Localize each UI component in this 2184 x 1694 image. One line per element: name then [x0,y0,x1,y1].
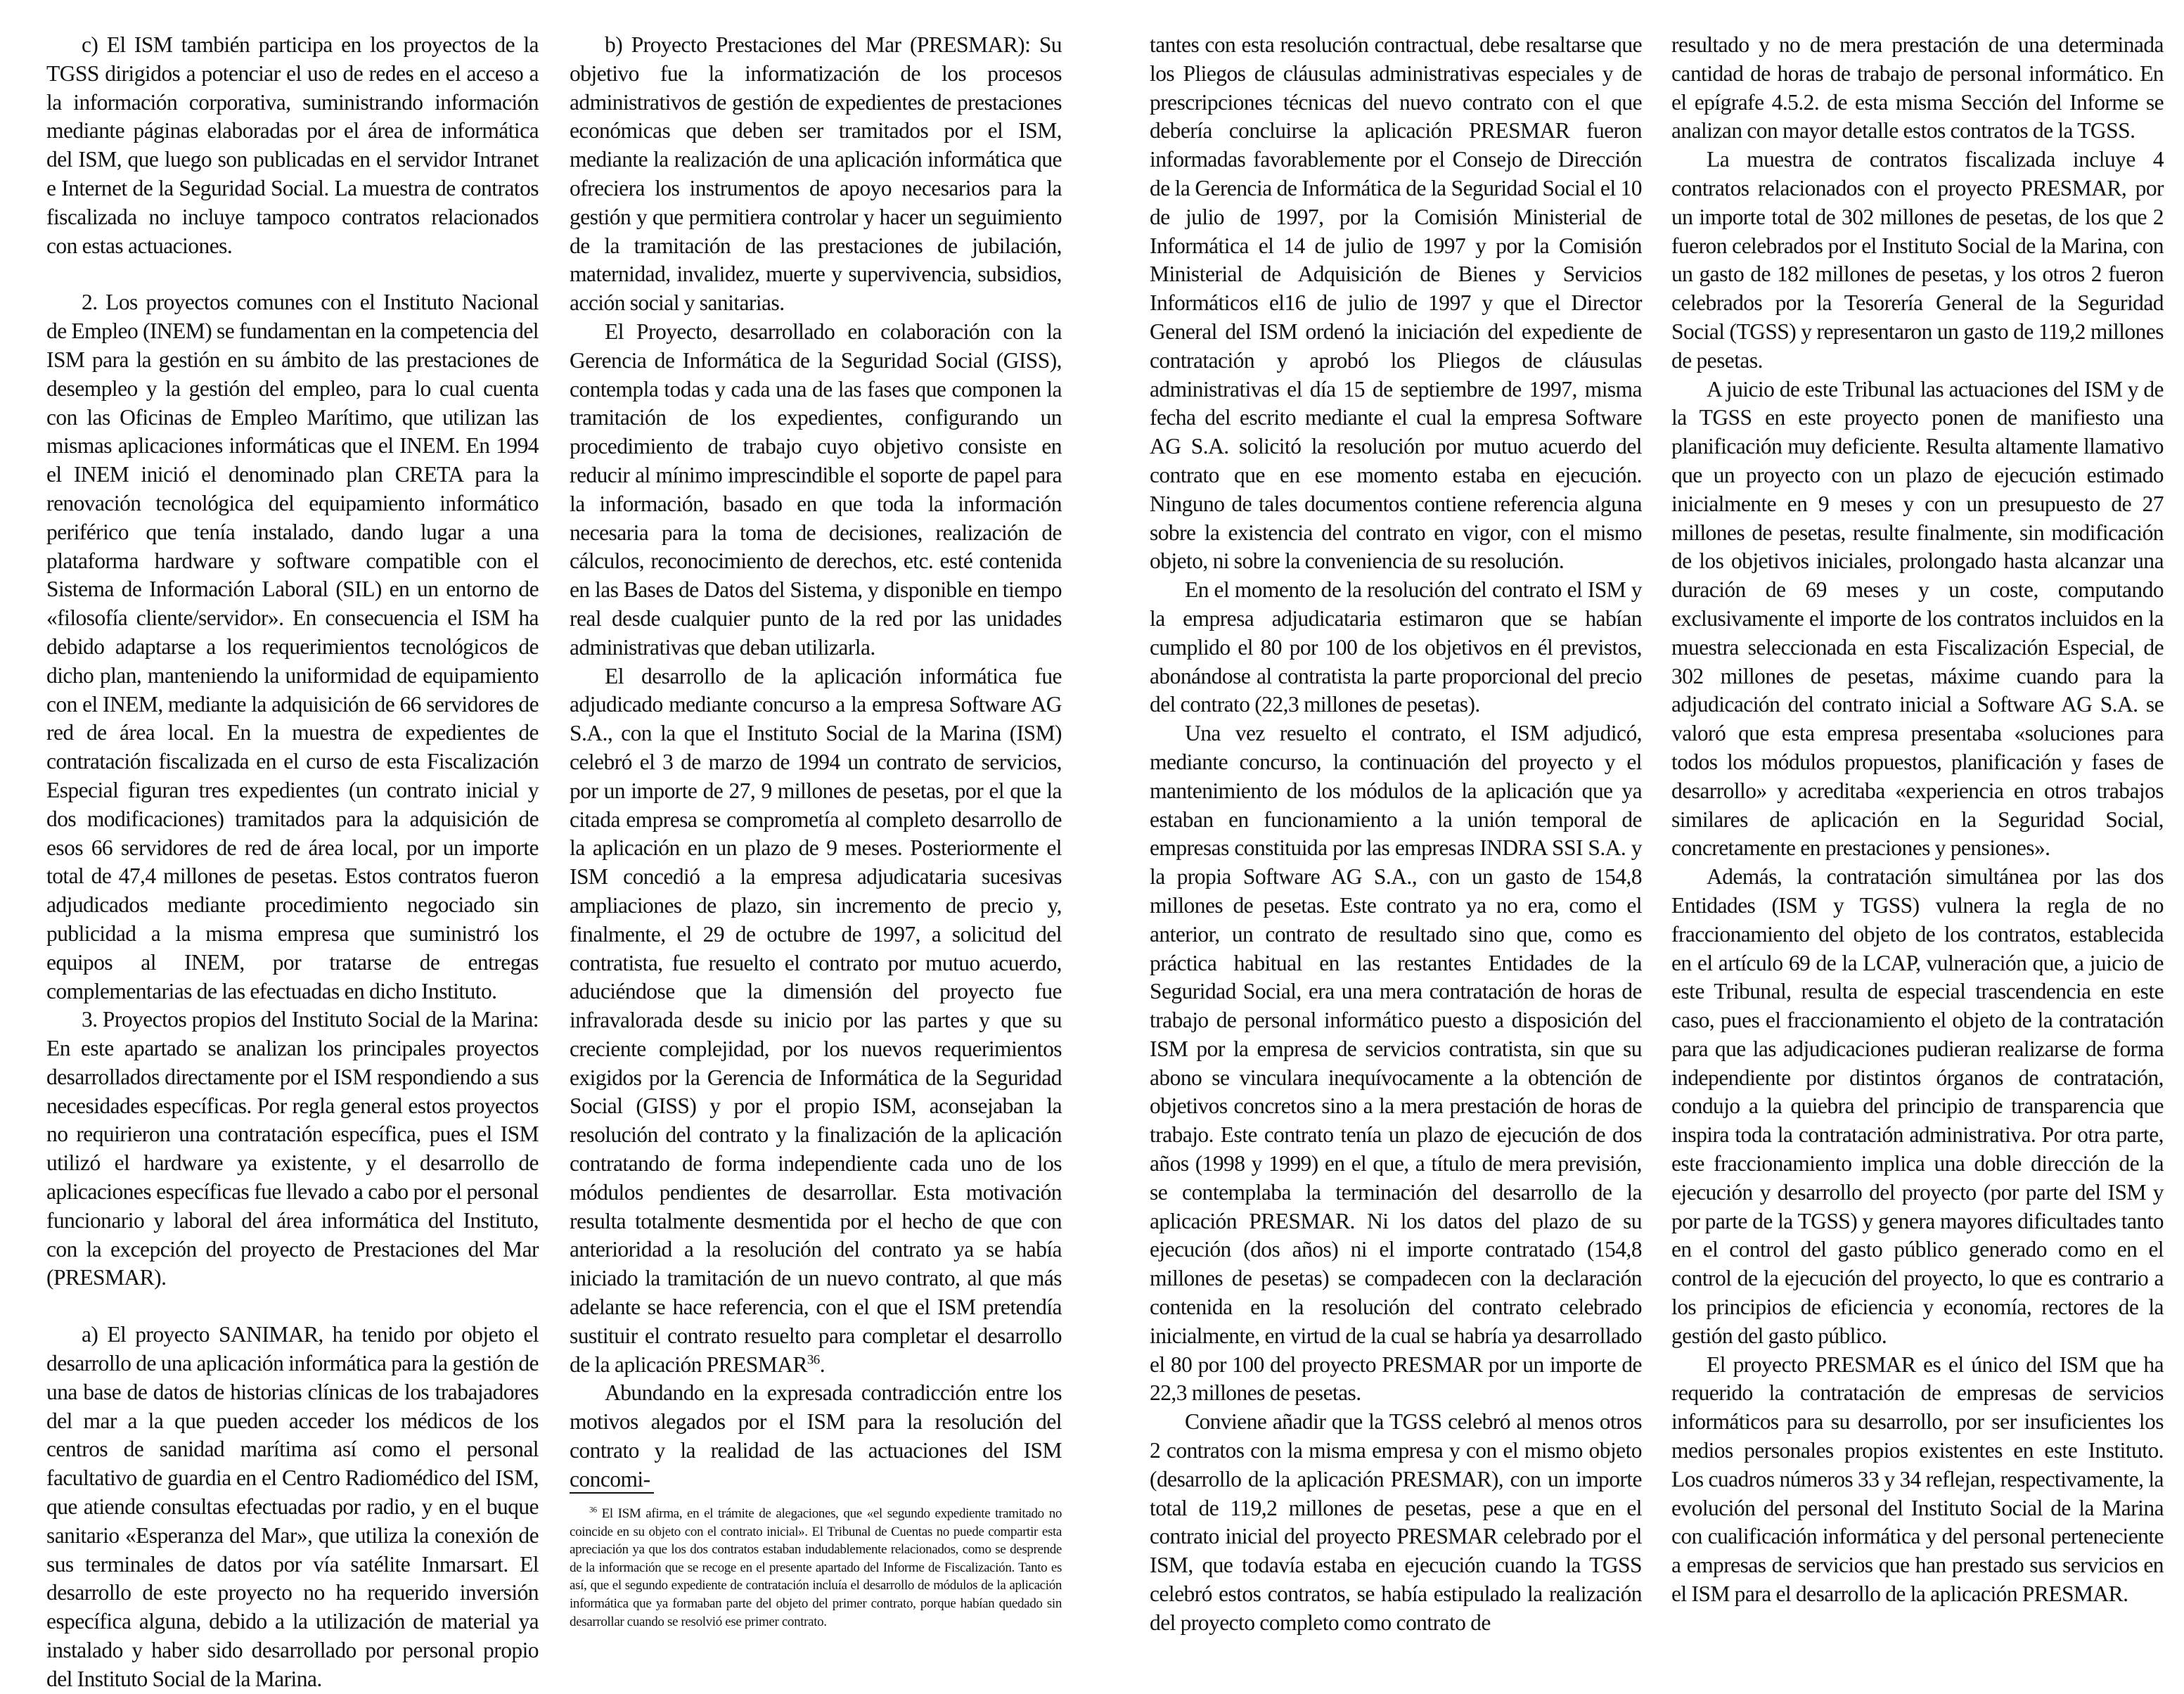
paragraph: Conviene añadir que la TGSS celebró al menos otros 2 contratos con la misma empresa y con el mismo objeto (desarrollo de la aplicación PRESMAR), con un importe total de 119,2 millones de pesetas, pese a que en el contrato inicial del proyecto PRESMAR celebrado por el ISM, que todavía estaba en ejecución cuando la TGSS celebró estos contratos, se había estipulado la realización del proyecto completo como contrato de [1150,1409,1642,1635]
text-column-4 [1671,31,2164,1609]
paragraph: c) El ISM también participa en los proyectos de la TGSS dirigidos a potenciar el uso de redes en el acceso a la información corporativa, suministrando información mediante páginas elaboradas por el área de informática del ISM, que luego son publicadas en el servidor Intranet e Internet de la Seguridad Social. La muestra de contratos fiscalizada no incluye tampoco contratos relacionados con estas actuaciones. [46,32,539,258]
text-column-2 [570,31,1062,1494]
paragraph: Además, la contratación simultánea por las dos Entidades (ISM y TGSS) vulnera la regla de no fraccionamiento del objeto de los contratos, establecida en el artículo 69 de la LCAP, vulneración que, a juicio de este Tribunal, resulta de especial trascendencia en este caso, pues el fraccionamiento el objeto de la contratación para que las adjudicaciones pudieran realizarse de forma independiente por distintos órganos de contratación, condujo a la quiebra del principio de transparencia que inspira toda la contratación administrativa. Por otra parte, este fraccionamiento implica una doble dirección de la ejecución y desarrollo del proyecto (por parte del ISM y por parte de la TGSS) y genera mayores dificultades tanto en el control del gasto público generado como en el control de la ejecución del proyecto, lo que es contrario a los principios de eficiencia y economía, rectores de la gestión del gasto público. [1671,864,2164,1348]
footnote-reference: 36 [807,1352,820,1368]
footnote-text: El ISM afirma, en el trámite de alegaciones, que «el segundo expediente tramitado no coincide en su objeto con el contrato inicial». El Tribunal de Cuentas no puede compartir esta apreciación ya que los dos contratos estaban indudablemente relacionados, como se desprende de la información que se recoge en el presente apartado del Informe de Fiscalización. Tanto es así, que el segundo expediente de contratación incluía el desarrollo de módulos de la aplicación informática que ya formaban parte del objeto del primer contrato, porque habían quedado sin desarrollar cuando se resolvió ese primer contrato. [570,1506,1062,1629]
paragraph: 3. Proyectos propios del Instituto Social de la Marina: En este apartado se analizan los principales proyectos desarrollados directamente por el ISM respondiendo a sus necesidades específicas. Por regla general estos proyectos no requirieron una contratación específica, pues el ISM utilizó el hardware ya existente, y el desarrollo de aplicaciones específicas fue llevado a cabo por el personal funcionario y laboral del área informática del Instituto, con la excepción del proyecto de Prestaciones del Mar (PRESMAR). [46,1007,539,1290]
paragraph: b) Proyecto Prestaciones del Mar (PRESMAR): Su objetivo fue la informatización de los procesos administrativos de gestión de expedientes de prestaciones económicas que deben ser tramitados por el ISM, mediante la realización de una aplicación informática que ofreciera los instrumentos de apoyo necesarios para la gestión y que permitiera controlar y hacer un seguimiento de la tramitación de las prestaciones de jubilación, maternidad, invalidez, muerte y supervivencia, subsidios, acción social y sanitarias. [570,32,1062,316]
paragraph-text: El desarrollo de la aplicación informática fue adjudicado mediante concurso a la empresa Software AG S.A., con la que el Instituto Social de la Marina (ISM) celebró el 3 de marzo de 1994 un contrato de servicios, por un importe de 27, 9 millones de pesetas, por el que la citada empresa se comprometía al completo desarrollo de la aplicación en un plazo de 9 meses. Posteriormente el ISM concedió a la empresa adjudicataria sucesivas ampliaciones de plazo, sin incremento de precio y, finalmente, el 29 de octubre de 1997, a solicitud del contratista, fue resuelto el contrato por mutuo acuerdo, aduciéndose que la dimensión del proyecto fue infravalorada desde su inicio por las partes y que su creciente complejidad, por los nuevos requerimientos exigidos por la Gerencia de Informática de la Seguridad Social (GISS) y por el propio ISM, aconsejaban la resolución del contrato y la finalización de la aplicación contratando de forma independiente cada uno de los módulos pendientes de desarrollar. Esta motivación resulta totalmente desmentida por el hecho de que con anterioridad a la resolución del contrato ya se había iniciado la tramitación de un nuevo contrato, al que más adelante se hace referencia, con el que el ISM pretendía sustituir el contrato resuelto para completar el desarrollo de la aplicación PRESMAR [570,663,1062,1377]
paragraph: Abundando en la expresada contradicción entre los motivos alegados por el ISM para la resolución del contrato y la realidad de las actuaciones del ISM concomi- [570,1380,1062,1491]
footnote-divider [570,1492,654,1494]
paragraph: El proyecto PRESMAR es el único del ISM que ha requerido la contratación de empresas de servicios informáticos para su desarrollo, por ser insuficientes los medios personales propios existentes en este Instituto. Los cuadros números 33 y 34 reflejan, respectivamente, la evolución del personal del Instituto Social de la Marina con cualificación informática y del personal perteneciente a empresas de servicios que han prestado sus servicios en el ISM para el desarrollo de la aplicación PRESMAR. [1671,1352,2164,1607]
paragraph: El desarrollo de la aplicación informática fue adjudicado mediante concurso a la empresa Software AG S.A., con la que el Instituto Social de la Marina (ISM) celebró el 3 de marzo de 1994 un contrato de servicios, por un importe de 27, 9 millones de pesetas, por el que la citada empresa se comprometía al completo desarrollo de la aplicación en un plazo de 9 meses. Posteriormente el ISM concedió a la empresa adjudicataria sucesivas ampliaciones de plazo, sin incremento de precio y, finalmente, el 29 de octubre de 1997, a solicitud del contratista, fue resuelto el contrato por mutuo acuerdo, aduciéndose que la dimensión del proyecto fue infravalorada desde su inicio por las partes y que su creciente complejidad, por los nuevos requerimientos exigidos por la Gerencia de Informática de la Seguridad Social (GISS) y por el propio ISM, aconsejaban la resolución del contrato y la finalización de la aplicación contratando de forma independiente cada uno de los módulos pendientes de desarrollar. Esta motivación resulta totalmente desmentida por el hecho de que con anterioridad a la resolución del contrato ya se había iniciado la tramitación de un nuevo contrato, al que más adelante se hace referencia, con el que el ISM pretendía sustituir el contrato resuelto para completar el desarrollo de la aplicación PRESMAR$^{36}$. [570,663,1062,1377]
paragraph: tantes con esta resolución contractual, debe resaltarse que los Pliegos de cláusulas administrativas especiales y de prescripciones técnicas del nuevo contrato con el que debería concluirse la aplicación PRESMAR fueron informadas favorablemente por el Consejo de Dirección de la Gerencia de Informática de la Seguridad Social el 10 de julio de 1997, por la Comisión Ministerial de Informática el 14 de julio de 1997 y por la Comisión Ministerial de Adquisición de Bienes y Servicios Informáticos el16 de julio de 1997 y que el Director General del ISM ordenó la iniciación del expediente de contratación y aprobó los Pliegos de cláusulas administrativas el día 15 de septiembre de 1997, misma fecha del escrito mediante el cual la empresa Software AG S.A. solicitó la resolución por mutuo acuerdo del contrato que en ese momento estaba en ejecución. Ninguno de tales documentos contiene referencia alguna sobre la existencia del contrato en vigor, con el mismo objeto, ni sobre la conveniencia de su resolución. [1150,32,1642,574]
footnote [570,1505,1062,1631]
paragraph: A juicio de este Tribunal las actuaciones del ISM y de la TGSS en este proyecto ponen de manifiesto una planificación muy deficiente. Resulta altamente llamativo que un proyecto con un plazo de ejecución estimado inicialmente en 9 meses y con un presupuesto de 27 millones de pesetas, resulte finalmente, sin modificación de los objetivos iniciales, prolongado hasta alcanzar una duración de 69 meses y un coste, computando exclusivamente el importe de los contratos incluidos en la muestra seleccionada en esta Fiscalización Especial, de 302 millones de pesetas, máxime cuando para la adjudicación del contrato inicial a Software AG S.A. se valoró que esta empresa presentaba «soluciones para todos los módulos propuestos, planificación y fases de desarrollo» y acreditaba «experiencia en otros trabajos similares de aplicación en la Seguridad Social, concretamente en prestaciones y pensiones». [1671,376,2164,861]
paragraph: Una vez resuelto el contrato, el ISM adjudicó, mediante concurso, la continuación del proyecto y el mantenimiento de los módulos de la aplicación que ya estaban en funcionamiento a la unión temporal de empresas constituida por las empresas INDRA SSI S.A. y la propia Software AG S.A., con un gasto de 154,8 millones de pesetas. Este contrato ya no era, como el anterior, un contrato de resultado sino que, como es práctica habitual en las restantes Entidades de la Seguridad Social, era una mera contratación de horas de trabajo de personal informático puesto a disposición del ISM por la empresa de servicios contratista, sin que su abono se vinculara inequívocamente a la obtención de objetivos concretos sino a la mera prestación de horas de trabajo. Este contrato tenía un plazo de ejecución de dos años (1998 y 1999) en el que, a título de mera previsión, se contemplaba la terminación del desarrollo de la aplicación PRESMAR. Ni los datos del plazo de su ejecución (dos años) ni el importe contratado (154,8 millones de pesetas) se compadecen con la declaración contenida en la resolución del contrato celebrado inicialmente, en virtud de la cual se habría ya desarrollado el 80 por 100 del proyecto PRESMAR por un importe de 22,3 millones de pesetas. [1150,721,1642,1406]
text-column-3 [1150,31,1642,1638]
paragraph: 2. Los proyectos comunes con el Instituto Nacional de Empleo (INEM) se fundamentan en la competencia del ISM para la gestión en su ámbito de las prestaciones de desempleo y la gestión del empleo, para lo cual cuenta con las Oficinas de Empleo Marítimo, que utilizan las mismas aplicaciones informáticas que el INEM. En 1994 el INEM inició el denominado plan CRETA para la renovación tecnológica del equipamiento informático periférico que tenía instalado, dando lugar a una plataforma hardware y software compatible con el Sistema de Información Laboral (SIL) en un entorno de «filosofía cliente/servidor». En consecuencia el ISM ha debido adaptarse a los requerimientos tecnológicos de dicho plan, manteniendo la uniformidad de equipamiento con el INEM, mediante la adquisición de 66 servidores de red de área local. En la muestra de expedientes de contratación fiscalizada en el curso de esta Fiscalización Especial figuran tres expedientes (un contrato inicial y dos modificaciones) tramitados para la adquisición de esos 66 servidores de red de área local, por un importe total de 47,4 millones de pesetas. Estos contratos fueron adjudicados mediante procedimiento negociado sin publicidad a la misma empresa que suministró los equipos al INEM, por tratarse de entregas complementarias de las efectuadas en dicho Instituto. [46,290,539,1003]
paragraph: a) El proyecto SANIMAR, ha tenido por objeto el desarrollo de una aplicación informática para la gestión de una base de datos de historias clínicas de los trabajadores del mar a la que pueden acceder los médicos de los centros de sanidad marítima así como el personal facultativo de guardia en el Centro Radiomédico del ISM, que atiende consultas efectuadas por radio, y en el buque sanitario «Esperanza del Mar», que utiliza la conexión de sus terminales de datos por vía satélite Inmarsart. El desarrollo de este proyecto no ha requerido inversión específica alguna, debido a la utilización de material ya instalado y haber sido desarrollado por personal propio del Instituto Social de la Marina. [46,1322,539,1691]
paragraph: El Proyecto, desarrollado en colaboración con la Gerencia de Informática de la Seguridad Social (GISS), contempla todas y cada una de las fases que componen la tramitación de los expedientes, configurando un procedimiento de trabajo cuyo objetivo consiste en reducir al mínimo imprescindible el soporte de papel para la información, basado en que toda la información necesaria para la toma de decisiones, realización de cálculos, reconocimiento de derechos, etc. esté contenida en las Bases de Datos del Sistema, y disponible en tiempo real desde cualquier punto de la red por las unidades administrativas que deban utilizarla. [570,319,1062,660]
right-page [1092,0,2184,1686]
paragraph: resultado y no de mera prestación de una determinada cantidad de horas de trabajo de personal informático. En el epígrafe 4.5.2. de esta misma Sección del Informe se analizan con mayor detalle estos contratos de la TGSS. [1671,32,2164,143]
left-page [0,0,1092,1691]
footnote-number: 36 [589,1506,597,1515]
footnote-paragraph [570,1505,1062,1631]
text-column-1 [46,31,539,1694]
paragraph: En el momento de la resolución del contrato el ISM y la empresa adjudicataria estimaron que se habían cumplido el 80 por 100 de los objetivos en él previstos, abonándose al contratista la parte proporcional del precio del contrato (22,3 millones de pesetas). [1150,577,1642,717]
paragraph: La muestra de contratos fiscalizada incluye 4 contratos relacionados con el proyecto PRESMAR, por un importe total de 302 millones de pesetas, de los que 2 fueron celebrados por el Instituto Social de la Marina, con un gasto de 182 millones de pesetas, y los otros 2 fueron celebrados por la Tesorería General de la Seguridad Social (TGSS) y representaron un gasto de 119,2 millones de pesetas. [1671,147,2164,373]
